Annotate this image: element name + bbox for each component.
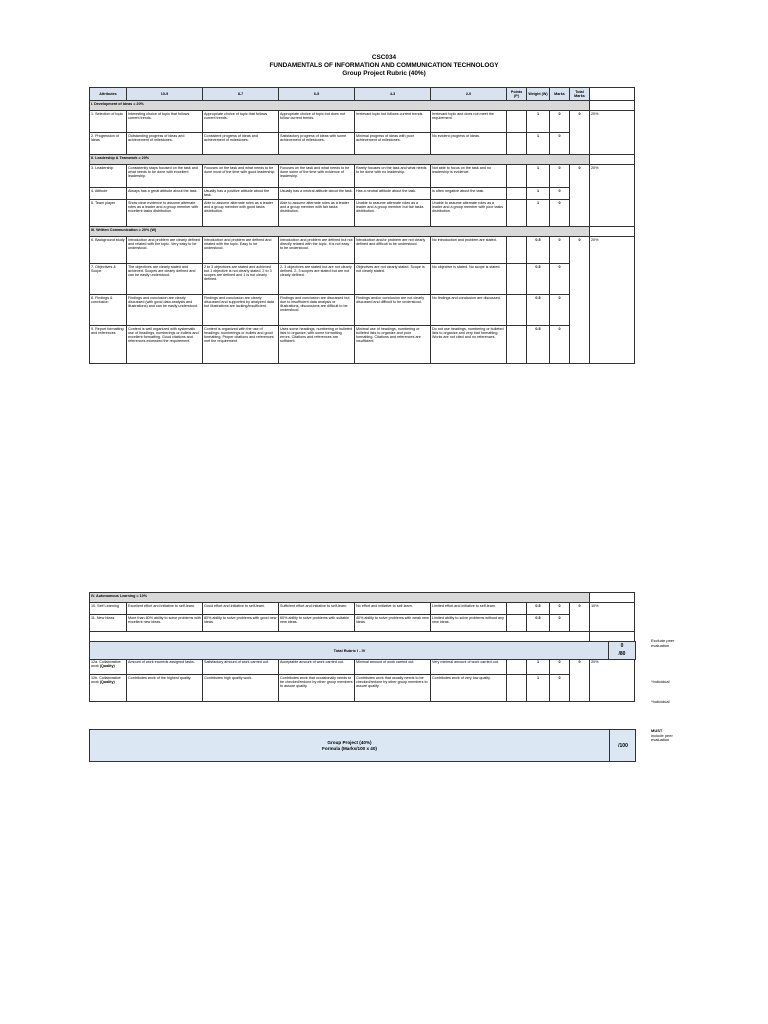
criteria-cell: Satisfactory amount of work carried out. <box>203 659 279 675</box>
table-row <box>90 200 635 227</box>
criteria-cell: Focuses on the task and what needs to be done most of the time with good leadership. <box>203 165 279 188</box>
group-project-summary <box>89 729 636 762</box>
criteria-cell: Interesting choice of topic that follows current trends. <box>127 111 203 133</box>
criteria-cell: Satisfactory progress of ideas with some achievement of milestones. <box>279 133 355 155</box>
attribute-label: 4. Attitude <box>90 188 127 200</box>
section-percent: 20% <box>590 111 635 155</box>
criteria-cell: No findings and conclusion are discussed. <box>431 295 507 326</box>
criteria-cell: Consistent progress of ideas and achievement of milestones. <box>203 133 279 155</box>
marks-cell: 0 <box>550 165 570 188</box>
col-total-marks: Total Marks <box>570 88 590 101</box>
col-attributes: Attributes <box>90 88 127 101</box>
criteria-cell: Introduction and problem are defined and related with the topic. Easy to be understood. <box>203 237 279 264</box>
criteria-cell: Good effort and initiative to self-learn. <box>203 603 279 615</box>
criteria-cell: Consistently stays focused on the task and what needs to be done with excellent leadership. <box>127 165 203 188</box>
criteria-cell: Findings and conclusion are clearly discussed and supported by analyzed data but illustrations are lacking/insufficient. <box>203 295 279 326</box>
col-band-6-5: 6-5 <box>279 88 355 101</box>
marks-cell: 0 <box>550 615 570 632</box>
marks-cell: 0 <box>550 659 570 675</box>
section-total: 0 <box>570 111 590 155</box>
table-row <box>90 165 635 188</box>
criteria-cell: Appropriate choice of topic but does not follow current trends. <box>279 111 355 133</box>
col-points: Points (P) <box>507 88 527 101</box>
section-title: II. Leadership & Teamwork = 20% <box>90 155 590 165</box>
attribute-label: 8. Findings & conclusion <box>90 295 127 326</box>
criteria-cell: The objectives are clearly stated and achieved. Scopes are clearly defined and can be easily understood. <box>127 264 203 295</box>
criteria-cell: 2 to 3 objectives are stated and achieved but 1 objective is not clearly stated. 2 to 3 scopes are defined and 1 is not clearly defined. <box>203 264 279 295</box>
criteria-cell: Focuses on the task and what needs to be done some of the time with evidence of leadership. <box>279 165 355 188</box>
attribute-label: 5. Team player <box>90 200 127 227</box>
criteria-cell: Contributes work of very low quality. <box>431 675 507 702</box>
group-project-formula: Formula (Marks/100 x 40) <box>322 745 377 751</box>
attribute-label: 2. Progression of ideas <box>90 133 127 155</box>
individual-note: *Individual <box>651 679 670 684</box>
total-rubric-value: 0 <box>620 643 624 649</box>
criteria-cell: Limited effort and initiative to self-learn. <box>431 603 507 615</box>
criteria-cell: 60% ability to solve problems with suitable new ideas. <box>279 615 355 632</box>
marks-cell: 0 <box>550 200 570 227</box>
criteria-cell: Introduction and problem are clearly defined and related with the topic. Very easy to be understood. <box>127 237 203 264</box>
criteria-cell: Do not use headings, numbering or bulleted lists to organize and very bad formatting. Works are not cited and no references. <box>431 326 507 364</box>
final-note-emphasis: MUST <box>651 728 663 733</box>
table-row <box>90 615 635 632</box>
weight-cell: 1 <box>527 165 550 188</box>
criteria-cell: Is often negative about the task. <box>431 188 507 200</box>
final-note <box>651 729 691 743</box>
marks-cell: 0 <box>550 264 570 295</box>
group-project-title: Group Project (40%) <box>327 739 372 745</box>
weight-cell: 0.5 <box>527 615 550 632</box>
table-row <box>90 603 635 615</box>
marks-cell: 0 <box>550 675 570 702</box>
criteria-cell: Irrelevant topic but follows current trends. <box>355 111 431 133</box>
criteria-cell: No introduction and problem are stated. <box>431 237 507 264</box>
total-rubric-max: /80 <box>618 651 626 657</box>
criteria-cell: Unable to assume alternate roles as a leader and a group member with poor tasks distribution. <box>431 200 507 227</box>
points-cell[interactable] <box>507 603 527 615</box>
points-cell[interactable] <box>507 615 527 632</box>
table-header-row <box>90 88 635 101</box>
total-rubric-note: Exclude peer evaluation <box>651 638 675 648</box>
section-total: 0 <box>570 237 590 364</box>
table-row <box>90 188 635 200</box>
section-total: 0 <box>570 165 590 227</box>
criteria-cell: Always has a great attitude about the task. <box>127 188 203 200</box>
points-cell[interactable] <box>507 165 527 188</box>
section-total: 0 <box>570 603 590 632</box>
final-note-text: include peer evaluation <box>651 732 673 742</box>
marks-cell: 0 <box>550 237 570 264</box>
table-row <box>90 237 635 264</box>
criteria-cell: Introduction and/or problem are not clearly defined and difficult to be understood. <box>355 237 431 264</box>
criteria-cell: Objectives are not clearly stated. Scope is not clearly stated. <box>355 264 431 295</box>
points-cell[interactable] <box>507 188 527 200</box>
points-cell[interactable] <box>507 133 527 155</box>
col-band-8-7: 8-7 <box>203 88 279 101</box>
marks-cell: 0 <box>550 295 570 326</box>
criteria-cell: Content is organized with the use of headings, numberings or bullets and good formatting. Proper citations and references met the requirement. <box>203 326 279 364</box>
section-percent: 20% <box>590 659 635 702</box>
criteria-cell: Contributes work that occasionally needs to be checked/redone by other group members to assure quality. <box>279 675 355 702</box>
attribute-label: 12a. Collaborative work (Quality) <box>90 659 127 675</box>
weight-cell: 1 <box>527 659 550 675</box>
points-cell[interactable] <box>507 326 527 364</box>
col-marks: Marks <box>550 88 570 101</box>
document-header <box>0 54 768 78</box>
criteria-cell: Contributes high quality work. <box>203 675 279 702</box>
table-row <box>90 133 635 155</box>
table-row <box>90 264 635 295</box>
criteria-cell: No evident progress of ideas. <box>431 133 507 155</box>
criteria-cell: Minimal use of headings, numbering or bulleted lists to organize and poor formatting. Citations and references are insufficient. <box>355 326 431 364</box>
criteria-cell: Able to assume alternate roles as a leader and a group member with fair tasks distribution. <box>279 200 355 227</box>
rubric-title: Group Project Rubric (40%) <box>342 70 426 77</box>
section-percent: 20% <box>590 165 635 227</box>
weight-cell: 0.5 <box>527 326 550 364</box>
table-row <box>90 326 635 364</box>
criteria-cell: 2- 3 objectives are stated but are not clearly defined. 2- 3 scopes are stated but are not clearly defined. <box>279 264 355 295</box>
criteria-cell: Contributes work of the highest quality. <box>127 675 203 702</box>
weight-cell: 0.5 <box>527 295 550 326</box>
criteria-cell: Unable to assume alternate roles as a leader and a group member but fair tasks distribution. <box>355 200 431 227</box>
weight-cell: 1 <box>527 188 550 200</box>
section-header <box>90 593 635 603</box>
table-row <box>90 111 635 133</box>
criteria-cell: Sufficient effort and initiative to self-learn. <box>279 603 355 615</box>
attribute-label: 1. Selection of topic <box>90 111 127 133</box>
criteria-cell: No effort and initiative to self-learn. <box>355 603 431 615</box>
col-weight: Weight (W) <box>527 88 550 101</box>
table-row <box>90 295 635 326</box>
criteria-cell: Usually has a positive attitude about the task. <box>203 188 279 200</box>
points-cell[interactable] <box>507 264 527 295</box>
marks-cell: 0 <box>550 603 570 615</box>
marks-cell: 0 <box>550 188 570 200</box>
criteria-cell: Findings and/or conclusion are not clearly discussed and difficult to be understood. <box>355 295 431 326</box>
marks-cell: 0 <box>550 133 570 155</box>
attribute-label: 6. Background study <box>90 237 127 264</box>
criteria-cell: Uses some headings, numbering or bulleted lists to organize, with some formatting errors. Citations and references are sufficient. <box>279 326 355 364</box>
attribute-label: 3. Leadership <box>90 165 127 188</box>
weight-cell: 1 <box>527 200 550 227</box>
criteria-cell: Introduction and problem are defined but not directly related with the topic. It is not easy to be understood. <box>279 237 355 264</box>
criteria-cell: 80% ability to solve problems with good new ideas. <box>203 615 279 632</box>
course-title: FUNDAMENTALS OF INFORMATION AND COMMUNICATION TECHNOLOGY <box>269 62 499 69</box>
section-title: I. Development of Ideas = 20% <box>90 101 590 111</box>
individual-note: *Individual <box>651 699 670 704</box>
section-header <box>90 155 635 165</box>
section-percent: 20% <box>590 237 635 364</box>
total-rubric-score <box>608 641 636 660</box>
weight-cell: 1 <box>527 111 550 133</box>
attribute-label: 11. New Ideas <box>90 615 127 632</box>
criteria-cell: Findings and conclusion are clearly discussed (with good data analysis and illustrations) and can be easily understood. <box>127 295 203 326</box>
criteria-cell: Has a neutral attitude about the task. <box>355 188 431 200</box>
course-code: CSC034 <box>371 54 397 61</box>
criteria-cell: Acceptable amount of work carried out. <box>279 659 355 675</box>
attribute-label: 7. Objectives & Scope <box>90 264 127 295</box>
weight-cell: 1 <box>527 133 550 155</box>
criteria-cell: No objective is stated. No scope is stated. <box>431 264 507 295</box>
weight-cell: 0.5 <box>527 264 550 295</box>
criteria-cell: Rarely focuses on the task and what needs to be done with no leadership. <box>355 165 431 188</box>
criteria-cell: Irrelevant topic and does not meet the requirement. <box>431 111 507 133</box>
col-band-2-0: 2-0 <box>431 88 507 101</box>
weight-cell: 0.5 <box>527 237 550 264</box>
criteria-cell: 40% ability to solve problems with weak new ideas. <box>355 615 431 632</box>
rubric-table-main <box>89 87 635 364</box>
criteria-cell: Amount of work exceeds assigned tasks. <box>127 659 203 675</box>
table-row <box>90 675 635 702</box>
attribute-label: 9. Report formatting and references <box>90 326 127 364</box>
weight-cell: 1 <box>527 675 550 702</box>
criteria-cell: Contributes work that usually needs to be checked/redone by other group members to assure quality. <box>355 675 431 702</box>
section-header <box>90 101 635 111</box>
criteria-cell: Appropriate choice of topic that follows current trends. <box>203 111 279 133</box>
weight-cell: 0.5 <box>527 603 550 615</box>
marks-cell: 0 <box>550 111 570 133</box>
criteria-cell: Limited ability to solve problems without any new ideas. <box>431 615 507 632</box>
marks-cell: 0 <box>550 326 570 364</box>
criteria-cell: Outstanding progress of ideas and achievement of milestones. <box>127 133 203 155</box>
section-percent: 10% <box>590 603 635 632</box>
points-cell[interactable] <box>507 237 527 264</box>
criteria-cell: Able to assume alternate roles as a leader and a group member with good tasks distribution. <box>203 200 279 227</box>
criteria-cell: Findings and conclusion are discussed but due to insufficient data analysis or illustrations, discussions are difficult to be understood. <box>279 295 355 326</box>
criteria-cell: Content is well organized with systematic use of headings, numberings or bullets and excellent formatting. Good citations and references exceeded the requirement. <box>127 326 203 364</box>
attribute-label: 12b. Collaborative work (Quality) <box>90 675 127 702</box>
points-cell[interactable] <box>507 295 527 326</box>
criteria-cell: Usually has a neutral attitude about the task. <box>279 188 355 200</box>
points-cell[interactable] <box>507 659 527 675</box>
criteria-cell: Minimal progress of ideas with poor achievement of milestones. <box>355 133 431 155</box>
section-total: 0 <box>570 659 590 702</box>
total-rubric-label: Total Rubric I - IV <box>89 641 610 660</box>
col-band-4-3: 4-3 <box>355 88 431 101</box>
points-cell[interactable] <box>507 675 527 702</box>
criteria-cell: Show clear evidence to assume alternate roles as a leader and a group member with excellent tasks distribution. <box>127 200 203 227</box>
points-cell[interactable] <box>507 111 527 133</box>
criteria-cell: More than 80% ability to solve problems with excellent new ideas. <box>127 615 203 632</box>
attribute-label: 10. Self Learning <box>90 603 127 615</box>
section-title: III. Written Communication = 20% (W) <box>90 227 590 237</box>
points-cell[interactable] <box>507 200 527 227</box>
section-header <box>90 227 635 237</box>
criteria-cell: Not able to focus on the task and no leadership is evidence. <box>431 165 507 188</box>
group-project-score: /100 <box>609 730 636 761</box>
criteria-cell: Excellent effort and initiative to self-learn. <box>127 603 203 615</box>
section-title: IV. Autonomous Learning = 10% <box>90 593 590 603</box>
criteria-cell: Very minimal amount of work carried out. <box>431 659 507 675</box>
col-band-10-9: 10-9 <box>127 88 203 101</box>
criteria-cell: Minimal amount of work carried out. <box>355 659 431 675</box>
table-row <box>90 659 635 675</box>
